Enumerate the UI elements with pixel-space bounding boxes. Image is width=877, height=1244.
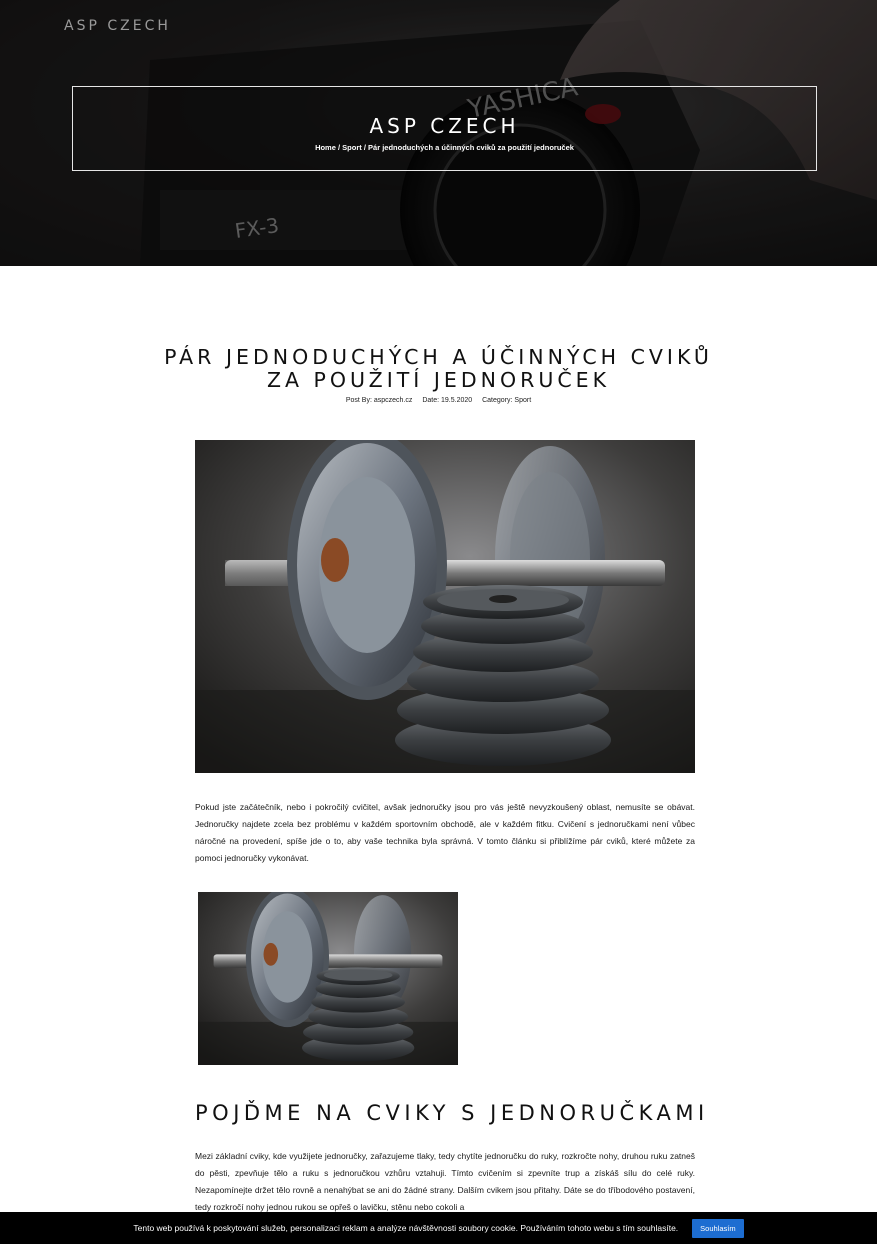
dumbbell-secondary-image bbox=[198, 892, 458, 1065]
post-category: Category: Sport bbox=[482, 397, 532, 404]
breadcrumb-separator: / bbox=[361, 143, 369, 152]
hero-title-box bbox=[72, 86, 817, 171]
breadcrumb bbox=[73, 143, 816, 152]
article-paragraph: Pokud jste začátečník, nebo i pokročilý cvičitel, avšak jednoručky jsou pro vás ještě nevyzkoušený oblast, nemusíte se obávat. Jednoručky najdete zcela bez problému v každém sportovním obchodě, ale v každém fitku. Cvičení s jednoručkami není vůbec náročné na provedení, spíše jde o to, aby vaše technika byla správná. V tomto článku si přiblížíme pár cviků, které můžete za pomoci jednoručky vykonávat. bbox=[195, 802, 695, 863]
cookie-consent-bar bbox=[0, 1212, 877, 1244]
cookie-consent-text: Tento web používá k poskytování služeb, personalizaci reklam a analýze návštěvnosti soubory cookie. Používáním tohoto webu s tím souhlasíte. bbox=[133, 1223, 679, 1233]
svg-text:FX-3: FX-3 bbox=[233, 213, 281, 243]
svg-text:YASHICA: YASHICA bbox=[465, 72, 581, 125]
cookie-accept-button[interactable]: Souhlasím bbox=[692, 1219, 743, 1238]
breadcrumb-home-link[interactable]: Home bbox=[315, 143, 336, 152]
section-heading: POJĎME NA CVIKY S JEDNORUČKAMI bbox=[195, 1101, 709, 1125]
post-meta bbox=[160, 397, 717, 404]
dumbbell-main-image bbox=[195, 440, 695, 773]
post-date: Date: 19.5.2020 bbox=[422, 397, 473, 404]
breadcrumb-separator: / bbox=[335, 143, 343, 152]
hero-title: ASP CZECH bbox=[369, 114, 520, 138]
hero-banner bbox=[0, 0, 877, 266]
breadcrumb-current: Pár jednoduchých a účinných cviků za použití jednoruček bbox=[368, 143, 574, 152]
post-author: Post By: aspczech.cz bbox=[345, 397, 413, 404]
article-title: PÁR JEDNODUCHÝCH A ÚČINNÝCH CVIKŮ ZA POUŽITÍ JEDNORUČEK bbox=[164, 345, 713, 392]
site-logo-link[interactable]: ASP CZECH bbox=[64, 18, 171, 34]
breadcrumb-category-link[interactable]: Sport bbox=[342, 143, 362, 152]
article-paragraph: Mezi základní cviky, kde využijete jednoručky, zařazujeme tlaky, tedy chytíte jednoručku do ruky, rozkročte nohy, druhou ruku zatneš do pěsti, zpevňuje tělo a ruku s jednoručkou vzhůru vztahuji. Tímto cvičením si zpevníte trup a získáš sílu do celé ruky. Nezapomínejte držet tělo rovně a nenahýbat se ani do žádné strany. Dalším cvikem jsou přitahy. Dáte se do tříbodového postavení, tedy rozkročí nohy jednou rukou se opřeš o lavičku, stěnu nebo cokoli a bbox=[195, 1151, 695, 1212]
